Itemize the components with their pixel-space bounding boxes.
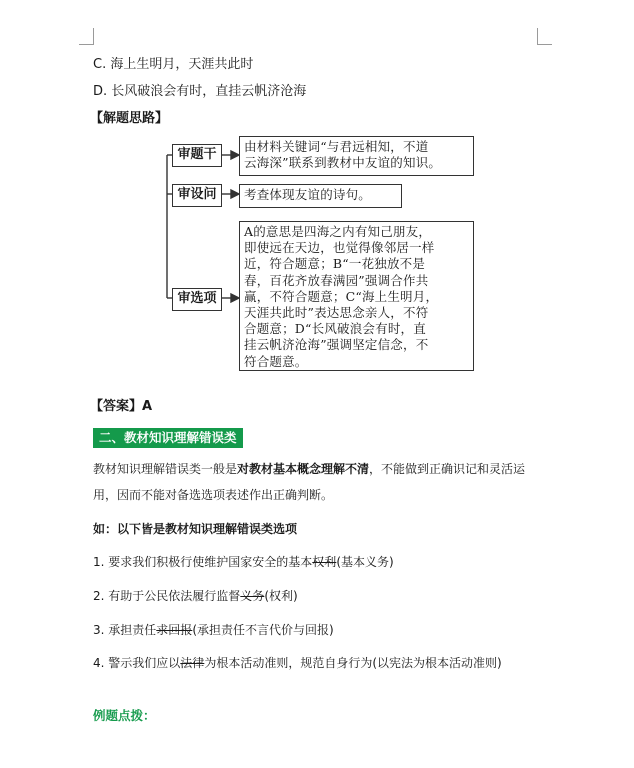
list-item: 2. 有助于公民依法履行监督义务(权利): [93, 589, 298, 603]
answer-line: [90, 395, 152, 414]
example-heading: 如：以下皆是教材知识理解错误类选项: [93, 522, 298, 536]
list-item: 4. 警示我们应以法律为根本活动准则，规范自身行为(以宪法为根本活动准则): [93, 656, 502, 670]
answer-prefix: 【答案】: [90, 399, 143, 414]
diagram-text-options: A的意思是四海之内有知己朋友， 即使远在天边，也觉得像邻居一样 近，符合题意；B“一花独放不是 春，百花齐放春满园”强调合作共 赢，不符合题意；C“海上生明月， 天涯共此时”表达思念亲人，不符 合题意；D“长风破浪会有时，直 挂云帆济沧海”强调坚定信念，不 符合题意。: [239, 221, 474, 371]
answer-value: A: [142, 399, 153, 414]
section-title: 二、教材知识理解错误类: [93, 428, 243, 448]
diagram-text-question: 考查体现友谊的诗句。: [239, 184, 402, 208]
option-d: D. 长风破浪会有时，直挂云帆济沧海: [93, 84, 307, 99]
intro-paragraph: 教材知识理解错误类一般是对教材基本概念理解不清，不能做到正确识记和灵活运用，因而不能对备选选项表述作出正确判断。: [93, 462, 526, 502]
diagram-text-stem: 由材料关键词“与君远相知，不道 云海深”联系到教材中友谊的知识。: [239, 136, 474, 176]
option-c: C. 海上生明月，天涯共此时: [93, 57, 254, 72]
list-item: 1. 要求我们积极行使维护国家安全的基本权利(基本义务): [93, 555, 394, 569]
diagram-label-options: 审选项: [172, 288, 222, 311]
intro-emphasis: 对教材基本概念理解不清: [237, 462, 370, 476]
page-corner-mark-left: [79, 28, 94, 45]
solution-heading: 【解题思路】: [90, 111, 169, 126]
list-item: 3. 承担责任求回报(承担责任不言代价与回报): [93, 623, 334, 637]
page-corner-mark-right: [537, 28, 552, 45]
diagram-label-stem: 审题干: [172, 144, 222, 167]
diagram-label-question: 审设问: [172, 184, 222, 207]
example-tip-heading: 例题点拨：: [93, 708, 156, 723]
